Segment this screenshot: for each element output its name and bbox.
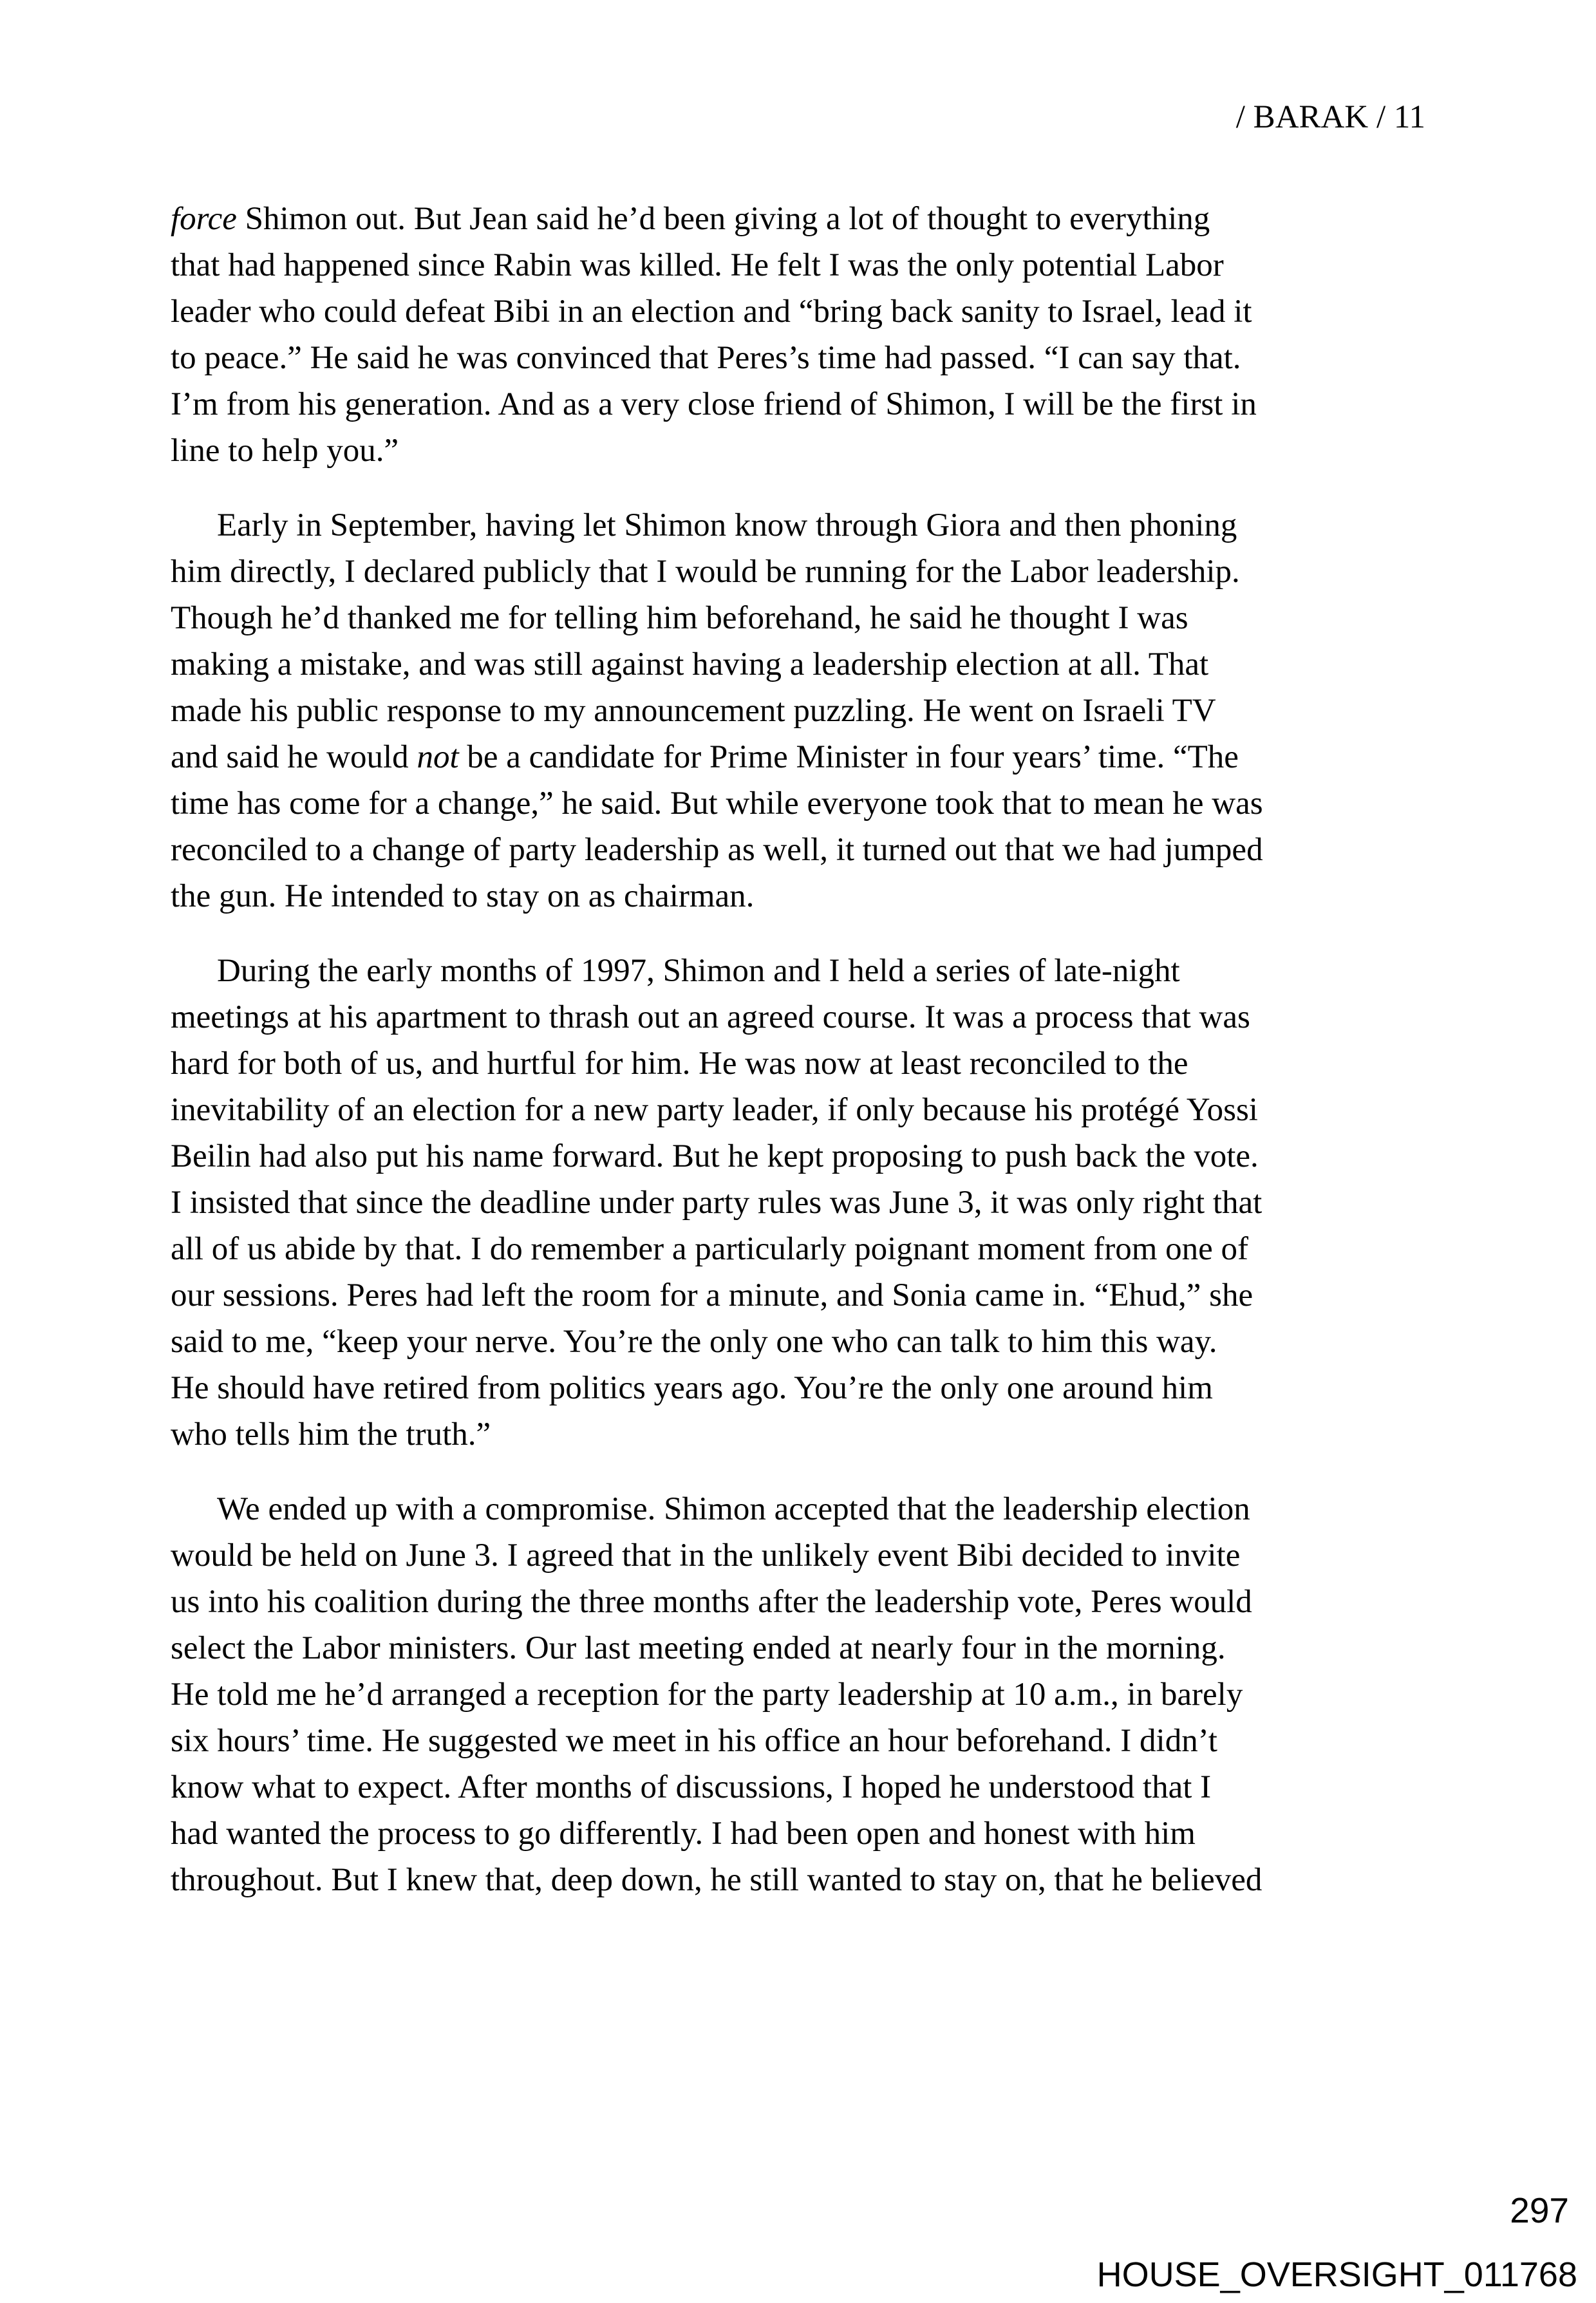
- bates-stamp: HOUSE_OVERSIGHT_011768: [1096, 2255, 1577, 2294]
- text-line: Though he’d thanked me for telling him beforehand, he said he thought I was: [171, 600, 1188, 636]
- paragraph: [171, 948, 1465, 1458]
- text-line: that had happened since Rabin was killed. He felt I was the only potential Labor: [171, 247, 1224, 283]
- text-line: him directly, I declared publicly that I would be running for the Labor leadership.: [171, 554, 1240, 590]
- text-line: six hours’ time. He suggested we meet in his office an hour beforehand. I didn’t: [171, 1723, 1217, 1759]
- text-segment: be a candidate for Prime Minister in four years’ time. “The: [458, 739, 1239, 775]
- text-segment: Shimon out. But Jean said he’d been giving a lot of thought to everything: [236, 201, 1210, 237]
- text-line: know what to expect. After months of discussions, I hoped he understood that I: [171, 1769, 1212, 1805]
- text-line: During the early months of 1997, Shimon and I held a series of late-night: [217, 953, 1180, 989]
- paragraph: [171, 502, 1465, 919]
- italic-text-segment: not: [417, 739, 459, 775]
- text-line: [171, 734, 1465, 780]
- text-line: us into his coalition during the three months after the leadership vote, Peres would: [171, 1584, 1252, 1620]
- page-number: 297: [1510, 2190, 1569, 2230]
- text-line: throughout. But I knew that, deep down, he still wanted to stay on, that he believed: [171, 1862, 1263, 1898]
- italic-text-segment: force: [171, 201, 237, 237]
- text-line: We ended up with a compromise. Shimon accepted that the leadership election: [217, 1491, 1250, 1527]
- text-line: who tells him the truth.”: [171, 1416, 491, 1452]
- paragraph: [171, 1486, 1465, 1903]
- text-line: line to help you.”: [171, 433, 399, 469]
- text-line: I insisted that since the deadline under party rules was June 3, it was only right that: [171, 1185, 1263, 1221]
- text-line: the gun. He intended to stay on as chairman.: [171, 878, 755, 914]
- text-line: said to me, “keep your nerve. You’re the only one who can talk to him this way.: [171, 1324, 1217, 1360]
- text-line: had wanted the process to go differently. I had been open and honest with him: [171, 1816, 1196, 1852]
- text-line: leader who could defeat Bibi in an election and “bring back sanity to Israel, lead it: [171, 294, 1252, 330]
- text-line: select the Labor ministers. Our last meeting ended at nearly four in the morning.: [171, 1630, 1226, 1666]
- text-line: making a mistake, and was still against having a leadership election at all. That: [171, 646, 1209, 682]
- text-line: [171, 196, 1465, 242]
- paragraph: [171, 196, 1465, 474]
- text-line: all of us abide by that. I do remember a particularly poignant moment from one of: [171, 1231, 1248, 1267]
- running-header: / BARAK / 11: [1235, 99, 1425, 135]
- text-line: time has come for a change,” he said. But while everyone took that to mean he was: [171, 785, 1263, 822]
- text-line: to peace.” He said he was convinced that Peres’s time had passed. “I can say that.: [171, 340, 1241, 376]
- text-line: would be held on June 3. I agreed that in the unlikely event Bibi decided to invite: [171, 1537, 1241, 1574]
- text-line: I’m from his generation. And as a very close friend of Shimon, I will be the first in: [171, 386, 1257, 422]
- text-line: made his public response to my announcement puzzling. He went on Israeli TV: [171, 693, 1216, 729]
- text-line: He should have retired from politics years ago. You’re the only one around him: [171, 1370, 1213, 1406]
- text-line: inevitability of an election for a new party leader, if only because his protégé Yossi: [171, 1092, 1258, 1128]
- body-text: [171, 196, 1465, 1903]
- text-line: reconciled to a change of party leadership as well, it turned out that we had jumped: [171, 832, 1263, 868]
- text-line: our sessions. Peres had left the room for a minute, and Sonia came in. “Ehud,” she: [171, 1277, 1253, 1313]
- text-line: hard for both of us, and hurtful for him. He was now at least reconciled to the: [171, 1046, 1188, 1082]
- text-line: He told me he’d arranged a reception for the party leadership at 10 a.m., in barely: [171, 1677, 1243, 1713]
- text-line: Early in September, having let Shimon know through Giora and then phoning: [217, 507, 1237, 543]
- text-line: meetings at his apartment to thrash out an agreed course. It was a process that was: [171, 999, 1250, 1035]
- text-line: Beilin had also put his name forward. But he kept proposing to push back the vote.: [171, 1138, 1259, 1174]
- text-segment: and said he would: [171, 739, 417, 775]
